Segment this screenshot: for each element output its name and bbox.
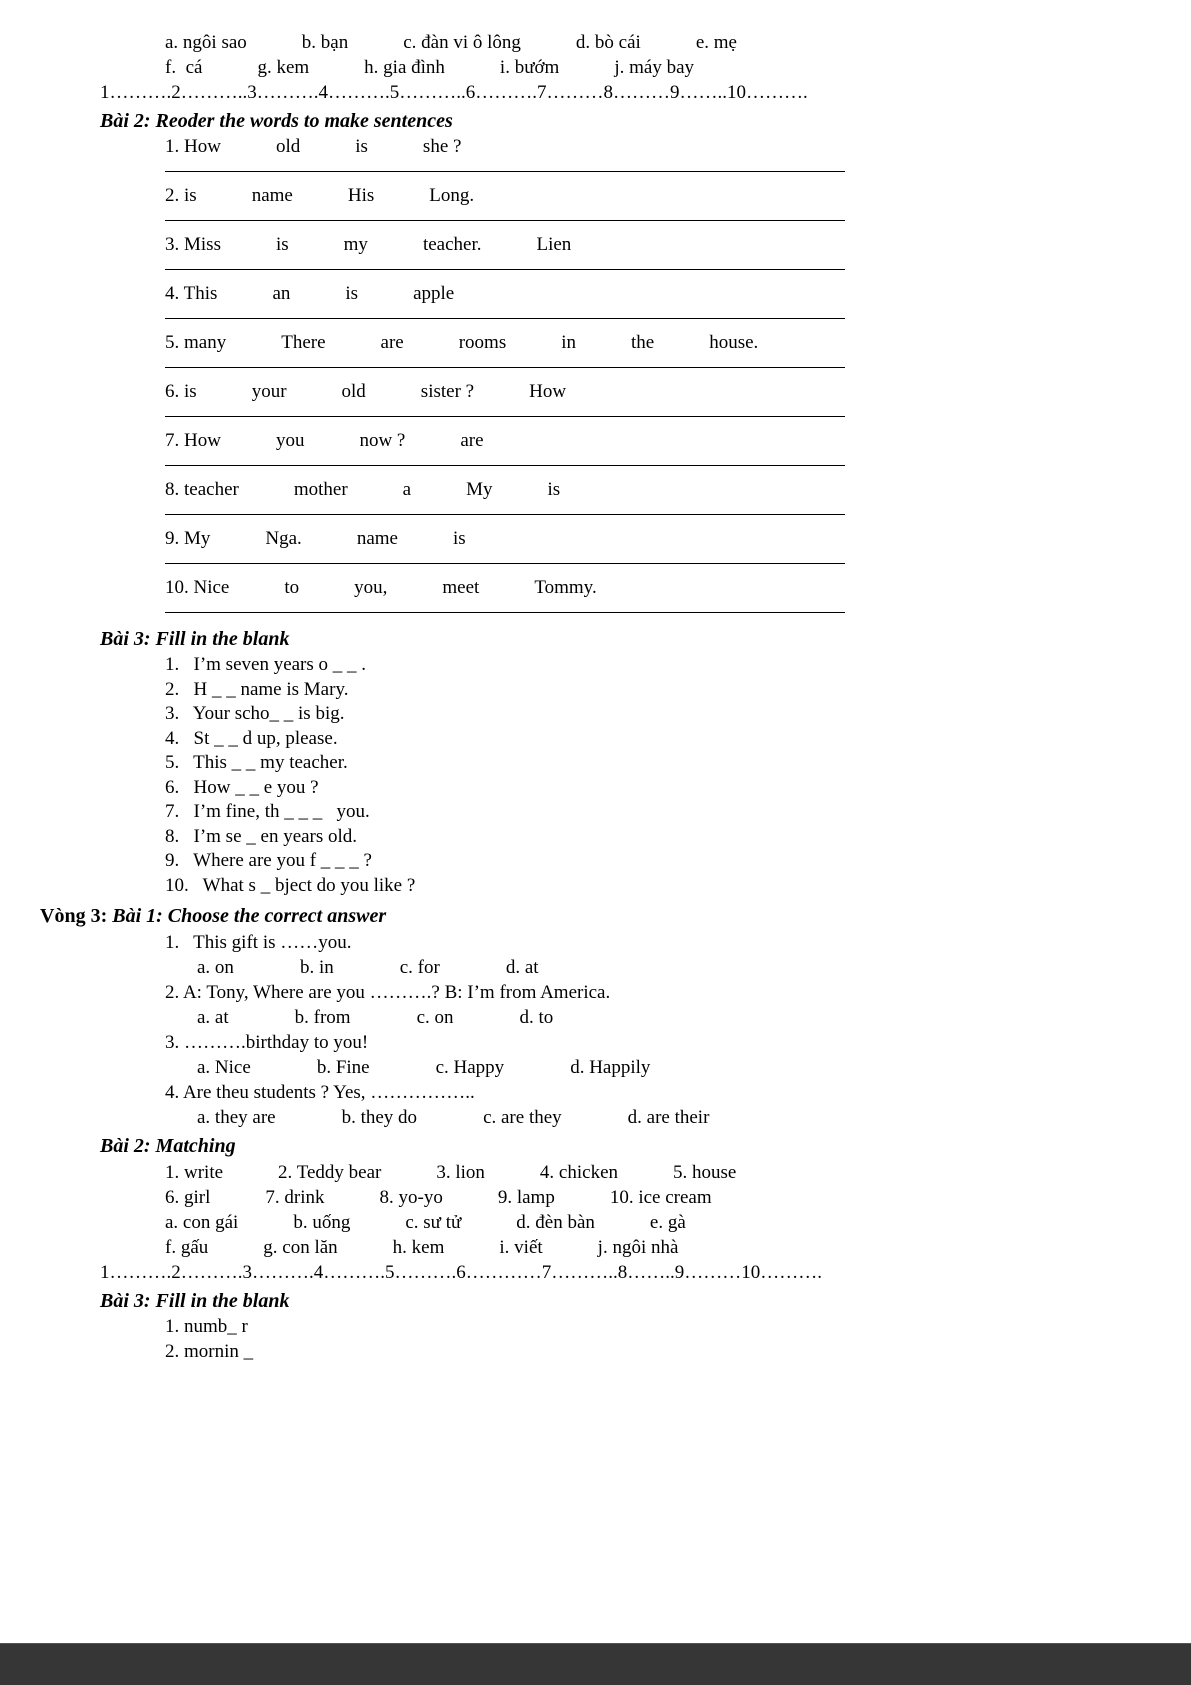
sentence-word: rooms: [458, 332, 507, 353]
word-bank-item: j. máy bay: [614, 57, 695, 78]
reorder-sentence-5: [0, 331, 1191, 368]
matching-item: 3. lion: [436, 1162, 485, 1183]
reorder-sentence-6: [0, 380, 1191, 417]
matching-item: a. con gái: [165, 1212, 239, 1233]
fill-blank-item: 3. Your scho_ _ is big.: [165, 703, 345, 724]
option-item: d. Happily: [570, 1057, 651, 1078]
answer-blank-line: [165, 404, 845, 417]
sentence-word: an: [272, 283, 291, 304]
sentence-word: apple: [413, 283, 455, 304]
sentence-word: sister ?: [420, 381, 475, 402]
sentence-words: [165, 233, 1191, 257]
matching-row-numbers-2: [165, 1185, 1191, 1210]
sentence-word: is: [345, 283, 359, 304]
fill-blank-list-2: [0, 1315, 1191, 1364]
options-row-1: [197, 955, 1191, 980]
option-item: a. on: [197, 957, 234, 978]
fill-blank-item: 9. Where are you f _ _ _ ?: [165, 850, 372, 871]
fill-blank-item: 8. I’m se _ en years old.: [165, 825, 358, 847]
reorder-sentence-9: [0, 527, 1191, 564]
word-bank-row-1: [165, 30, 1191, 55]
matching-item: 4. chicken: [539, 1162, 618, 1183]
answer-blank-line: [165, 257, 845, 270]
matching-item: i. viết: [499, 1237, 543, 1258]
answer-blank-line: [165, 551, 845, 564]
sentence-word: name: [251, 185, 293, 206]
fill-blank-list: [0, 653, 1191, 898]
sentence-word: Tommy.: [534, 577, 597, 598]
sentence-word: is: [547, 479, 561, 500]
question-text-4: 4. Are theu students ? Yes, ……………..: [165, 1082, 475, 1103]
option-item: d. to: [519, 1007, 554, 1028]
sentence-word: the: [631, 332, 655, 353]
sentence-word: My: [466, 479, 493, 500]
option-item: d. are their: [627, 1107, 710, 1128]
sentence-word: mother: [293, 479, 348, 500]
section-heading-bai3-2: Bài 3: Fill in the blank: [100, 1290, 290, 1312]
option-item: b. from: [294, 1007, 351, 1028]
fill-blank-item: 2. H _ _ name is Mary.: [165, 678, 349, 700]
sentence-words: [165, 331, 1191, 355]
vong3-prefix: Vòng 3:: [40, 905, 108, 927]
sentence-words: [165, 184, 1191, 208]
matching-item: 2. Teddy bear: [278, 1162, 382, 1183]
sentence-word: 3. Miss: [165, 234, 221, 255]
sentence-word: Lien: [536, 234, 572, 255]
word-bank-item: i. bướm: [499, 57, 560, 78]
fill-blank-item: 5. This _ _ my teacher.: [165, 752, 348, 773]
sentence-word: you,: [354, 577, 388, 598]
reorder-sentence-2: [0, 184, 1191, 221]
fill-blank-item: 1. numb_ r: [165, 1316, 248, 1337]
matching-item: 5. house: [673, 1162, 737, 1183]
sentence-word: 9. My: [165, 528, 211, 549]
sentence-word: to: [284, 577, 300, 598]
option-item: c. are they: [483, 1107, 562, 1128]
answer-blank-line: [165, 453, 845, 466]
sentence-words: [165, 527, 1191, 551]
fill-blank-item: 7. I’m fine, th _ _ _ you.: [165, 801, 370, 822]
word-bank-item: h. gia đình: [364, 57, 445, 78]
question-text-3: 3. ……….birthday to you!: [165, 1032, 369, 1053]
sentence-word: are: [380, 332, 404, 353]
sentence-word: now ?: [359, 430, 406, 451]
options-row-4: [197, 1105, 1191, 1130]
sentence-words: [165, 429, 1191, 453]
sentence-word: she ?: [422, 136, 462, 157]
word-bank-item: c. đàn vi ô lông: [403, 32, 521, 53]
bottom-bar: [0, 1643, 1191, 1685]
reorder-sentence-8: [0, 478, 1191, 515]
matching-row-letters-1: [165, 1210, 1191, 1235]
sentence-word: name: [356, 528, 398, 549]
sentence-word: you: [275, 430, 305, 451]
matching-item: h. kem: [392, 1237, 445, 1258]
sentence-word: teacher.: [422, 234, 482, 255]
matching-row-letters-2: [165, 1235, 1191, 1260]
word-bank-item: f. cá: [165, 57, 203, 78]
matching-item: f. gấu: [165, 1237, 209, 1258]
matching-answer-dots-2: 1……….2……….3……….4……….5……….6…………7………..8……..9………10……….: [100, 1262, 822, 1283]
sentence-word: in: [561, 332, 577, 353]
sentence-word: old: [275, 136, 301, 157]
reorder-sentence-1: [0, 135, 1191, 172]
sentence-word: 7. How: [165, 430, 221, 451]
options-row-3: [197, 1055, 1191, 1080]
option-item: c. Happy: [435, 1057, 505, 1078]
vong3-title: Bài 1: Choose the correct answer: [112, 905, 387, 927]
fill-blank-item: 1. I’m seven years o _ _ .: [165, 654, 367, 675]
section-heading-bai2-matching: Bài 2: Matching: [100, 1135, 236, 1157]
matching-item: e. gà: [649, 1212, 686, 1233]
sentence-words: [165, 380, 1191, 404]
matching-item: j. ngôi nhà: [597, 1237, 679, 1258]
option-item: a. at: [197, 1007, 229, 1028]
section-heading-vong3: [40, 902, 1191, 930]
fill-blank-item: 6. How _ _ e you ?: [165, 776, 319, 798]
section-heading-bai3: Bài 3: Fill in the blank: [100, 628, 290, 650]
sentence-word: house.: [709, 332, 759, 353]
answer-blank-line: [165, 208, 845, 221]
sentence-words: [165, 576, 1191, 600]
sentence-words: [165, 282, 1191, 306]
option-item: b. Fine: [316, 1057, 370, 1078]
answer-blank-line: [165, 600, 845, 613]
sentence-word: There: [281, 332, 326, 353]
options-row-2: [197, 1005, 1191, 1030]
sentence-word: 5. many: [165, 332, 227, 353]
sentence-word: 4. This: [165, 283, 218, 304]
reorder-sentence-7: [0, 429, 1191, 466]
matching-item: c. sư tử: [405, 1212, 462, 1233]
word-bank-row-2: [165, 55, 1191, 80]
sentence-words: [165, 478, 1191, 502]
sentence-word: 10. Nice: [165, 577, 230, 598]
matching-item: b. uống: [293, 1212, 351, 1233]
fill-blank-item: 10. What s _ bject do you like ?: [165, 874, 416, 896]
fill-blank-item: 4. St _ _ d up, please.: [165, 727, 338, 749]
sentence-word: your: [251, 381, 287, 402]
reorder-sentence-3: [0, 233, 1191, 270]
matching-answer-dots: 1……….2………..3……….4……….5………..6……….7………8………9……..10……….: [100, 82, 808, 103]
answer-blank-line: [165, 159, 845, 172]
matching-row-numbers-1: [165, 1160, 1191, 1185]
answer-blank-line: [165, 355, 845, 368]
option-item: a. they are: [197, 1107, 276, 1128]
question-text-1: 1. This gift is ……you.: [165, 932, 352, 953]
word-bank-item: b. bạn: [301, 32, 349, 53]
matching-item: d. đèn bàn: [516, 1212, 595, 1233]
option-item: b. they do: [341, 1107, 418, 1128]
matching-item: 9. lamp: [497, 1187, 555, 1208]
section-heading-bai2: Bài 2: Reoder the words to make sentences: [100, 110, 453, 132]
sentence-word: is: [355, 136, 368, 157]
sentence-word: my: [343, 234, 368, 255]
sentence-word: Long.: [429, 185, 475, 206]
sentence-word: a: [402, 479, 412, 500]
fill-blank-item: 2. mornin _: [165, 1340, 254, 1362]
word-bank-item: g. kem: [257, 57, 310, 78]
matching-item: 10. ice cream: [609, 1187, 712, 1208]
word-bank-item: e. mẹ: [695, 32, 737, 53]
sentence-word: How: [529, 381, 567, 402]
sentence-word: meet: [442, 577, 480, 598]
matching-item: 6. girl: [165, 1187, 211, 1208]
answer-blank-line: [165, 502, 845, 515]
option-item: c. for: [399, 957, 440, 978]
sentence-word: is: [452, 528, 466, 549]
matching-item: g. con lăn: [263, 1237, 338, 1258]
option-item: c. on: [416, 1007, 454, 1028]
sentence-word: Nga.: [265, 528, 302, 549]
word-bank-item: d. bò cái: [575, 32, 641, 53]
option-item: d. at: [505, 957, 539, 978]
sentence-word: old: [341, 381, 366, 402]
answer-blank-line: [165, 306, 845, 319]
sentence-words: [165, 135, 1191, 159]
sentence-word: 6. is: [165, 381, 197, 402]
option-item: b. in: [299, 957, 334, 978]
matching-item: 8. yo-yo: [379, 1187, 443, 1208]
reorder-sentence-4: [0, 282, 1191, 319]
sentence-word: His: [347, 185, 375, 206]
question-text-2: 2. A: Tony, Where are you ……….? B: I’m from America.: [165, 982, 611, 1003]
sentence-word: 2. is: [165, 185, 197, 206]
sentence-word: 1. How: [165, 136, 221, 157]
option-item: a. Nice: [197, 1057, 251, 1078]
word-bank-item: a. ngôi sao: [165, 32, 247, 53]
sentence-word: 8. teacher: [165, 479, 239, 500]
matching-item: 7. drink: [265, 1187, 325, 1208]
reorder-sentence-10: [0, 576, 1191, 613]
sentence-word: are: [460, 430, 484, 451]
matching-item: 1. write: [165, 1162, 224, 1183]
sentence-word: is: [275, 234, 289, 255]
